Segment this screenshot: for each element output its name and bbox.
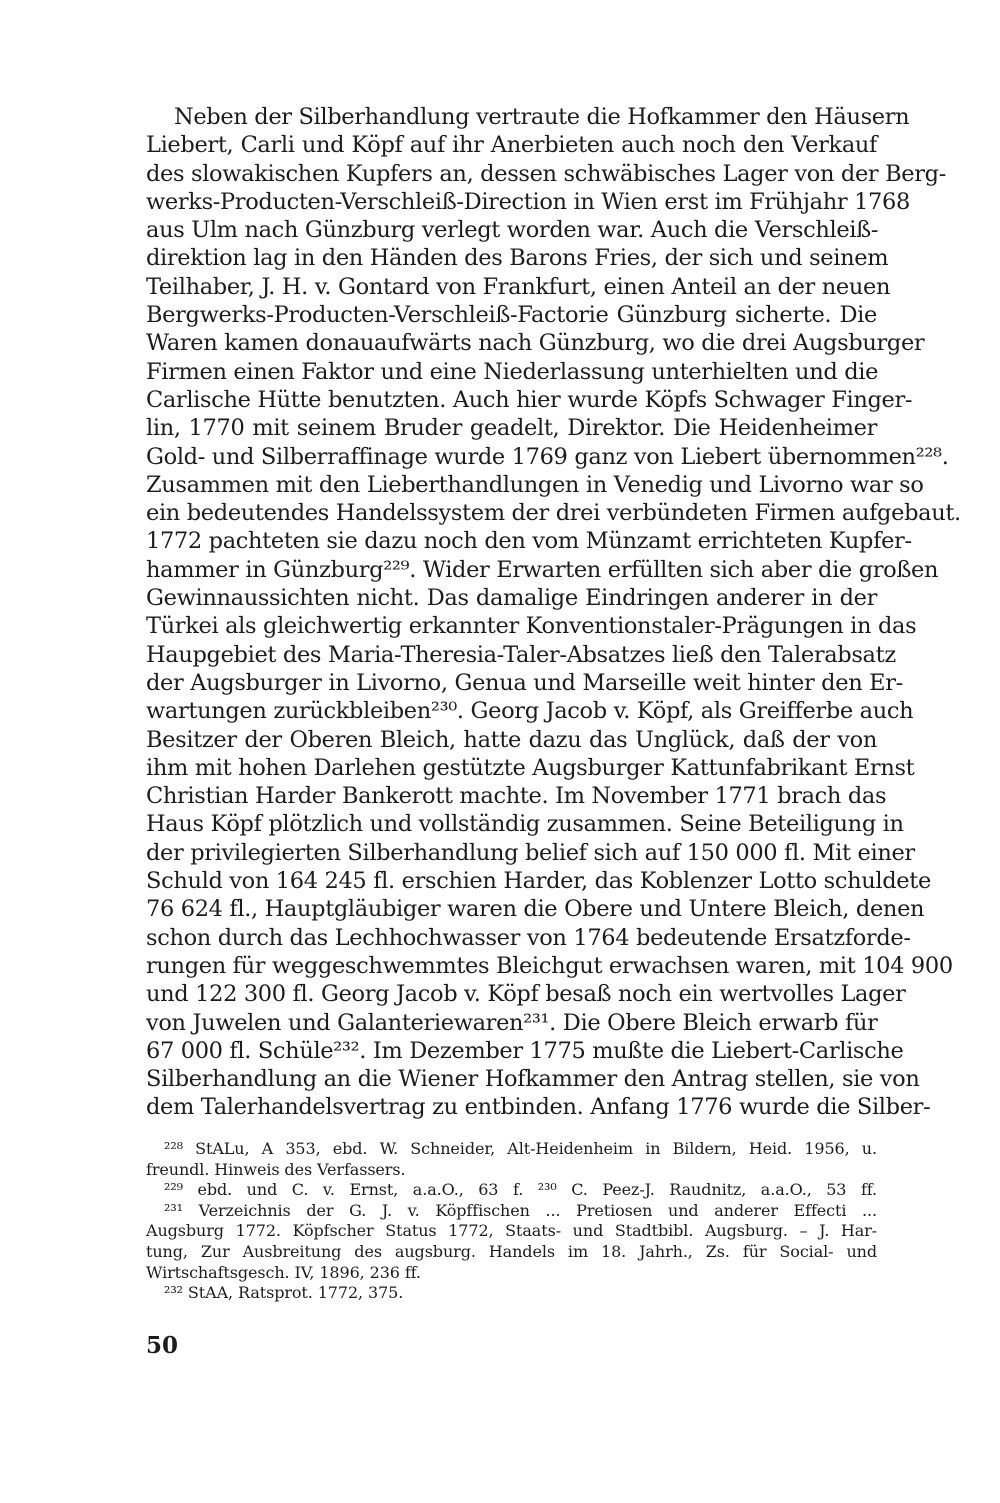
text-line: aus Ulm nach Günzburg verlegt worden war. Auch die Verschleiß- (146, 217, 879, 244)
text-line: rungen für weggeschwemmtes Bleichgut erwachsen waren, mit 104 900 (146, 952, 953, 979)
footnotes (146, 1139, 877, 1304)
text-line: direktion lag in den Händen des Barons Fries, der sich und seinem (146, 245, 889, 272)
text-line: der Augsburger in Livorno, Genua und Marseille weit hinter den Er- (146, 669, 903, 696)
text-line: ihm mit hohen Darlehen gestützte Augsburger Kattunfabrikant Ernst (146, 754, 915, 781)
text-line: Besitzer der Oberen Bleich, hatte dazu das Unglück, daß der von (146, 726, 877, 753)
text-line: von Juwelen und Galanteriewaren²³¹. Die Obere Bleich erwarb für (146, 1009, 878, 1036)
footnote-line: freundl. Hinweis des Verfassers. (146, 1159, 406, 1179)
text-line: Gewinnaussichten nicht. Das damalige Eindringen anderer in der (146, 585, 877, 612)
text-line: Gold- und Silberraffinage wurde 1769 ganz von Liebert übernommen²²⁸. (146, 443, 949, 470)
text-line: Silberhandlung an die Wiener Hofkammer den Antrag stellen, sie von (146, 1066, 920, 1093)
text-line: Schuld von 164 245 fl. erschien Harder, das Koblenzer Lotto schuldete (146, 868, 931, 895)
footnote-line: Wirtschaftsgesch. IV, 1896, 236 ff. (146, 1262, 421, 1282)
body-text (146, 103, 961, 1122)
text-line: Waren kamen donauaufwärts nach Günzburg, wo die drei Augsburger (146, 330, 925, 357)
page-number: 50 (146, 1332, 179, 1359)
text-line: Haus Köpf plötzlich und vollständig zusammen. Seine Beteiligung in (146, 811, 904, 838)
text-line: des slowakischen Kupfers an, dessen schwäbisches Lager von der Berg- (146, 160, 946, 187)
text-line: Carlische Hütte benutzten. Auch hier wurde Köpfs Schwager Finger- (146, 386, 913, 413)
text-line: Firmen einen Faktor und eine Niederlassung unterhielten und die (146, 358, 879, 385)
text-line: lin, 1770 mit seinem Bruder geadelt, Direktor. Die Heidenheimer (146, 415, 877, 442)
text-line: Haupgebiet des Maria-Theresia-Taler-Absatzes ließ den Talerabsatz (146, 641, 896, 668)
text-line: Teilhaber, J. H. v. Gontard von Frankfurt, einen Anteil an der neuen (146, 273, 891, 300)
footnote-line: Augsburg 1772. Köpfscher Status 1772, Staats- und Stadtbibl. Augsburg. – J. Har- (146, 1221, 877, 1241)
text-line: ein bedeutendes Handelssystem der drei verbündeten Firmen aufgebaut. (146, 500, 961, 527)
text-line: Bergwerks-Producten-Verschleiß-Factorie Günzburg sicherte. Die (146, 302, 877, 329)
text-line: hammer in Günzburg²²⁹. Wider Erwarten erfüllten sich aber die großen (146, 556, 939, 583)
text-line: und 122 300 fl. Georg Jacob v. Köpf besaß noch ein wertvolles Lager (146, 981, 906, 1008)
text-line: Zusammen mit den Lieberthandlungen in Venedig und Livorno war so (146, 471, 924, 498)
text-line: werks-Producten-Verschleiß-Direction in Wien erst im Frühjahr 1768 (146, 188, 910, 215)
text-line: wartungen zurückbleiben²³⁰. Georg Jacob v. Köpf, als Greifferbe auch (146, 698, 914, 725)
text-line: Neben der Silberhandlung vertraute die Hofkammer den Häusern (174, 104, 910, 130)
text-line: 76 624 fl., Hauptgläubiger waren die Obere und Untere Bleich, denen (146, 896, 925, 923)
text-line: 1772 pachteten sie dazu noch den vom Münzamt errichteten Kupfer- (146, 528, 912, 555)
footnote-line: ²³² StAA, Ratsprot. 1772, 375. (164, 1283, 404, 1303)
text-line: dem Talerhandelsvertrag zu entbinden. Anfang 1776 wurde die Silber- (146, 1094, 931, 1121)
footnote-line: ²²⁸ StALu, A 353, ebd. W. Schneider, Alt-Heidenheim in Bildern, Heid. 1956, u. (164, 1139, 877, 1158)
text-line: der privilegierten Silberhandlung belief sich auf 150 000 fl. Mit einer (146, 839, 915, 866)
footnote-line: ²³¹ Verzeichnis der G. J. v. Köpffischen ... Pretiosen und anderer Effecti ... (164, 1200, 877, 1220)
footnote-line: tung, Zur Ausbreitung des augsburg. Handels im 18. Jahrh., Zs. für Social- und (146, 1241, 877, 1261)
text-line: Christian Harder Bankerott machte. Im November 1771 brach das (146, 783, 887, 810)
text-line: schon durch das Lechhochwasser von 1764 bedeutende Ersatzforde- (146, 924, 911, 951)
text-line: Türkei als gleichwertig erkannter Konventionstaler-Prägungen in das (146, 613, 917, 640)
text-line: 67 000 fl. Schüle²³². Im Dezember 1775 mußte die Liebert-Carlische (146, 1037, 904, 1064)
text-line: Liebert, Carli und Köpf auf ihr Anerbieten auch noch den Verkauf (146, 132, 877, 159)
footnote-line: ²²⁹ ebd. und C. v. Ernst, a.a.O., 63 f. ²³⁰ C. Peez-J. Raudnitz, a.a.O., 53 ff. (164, 1180, 877, 1200)
